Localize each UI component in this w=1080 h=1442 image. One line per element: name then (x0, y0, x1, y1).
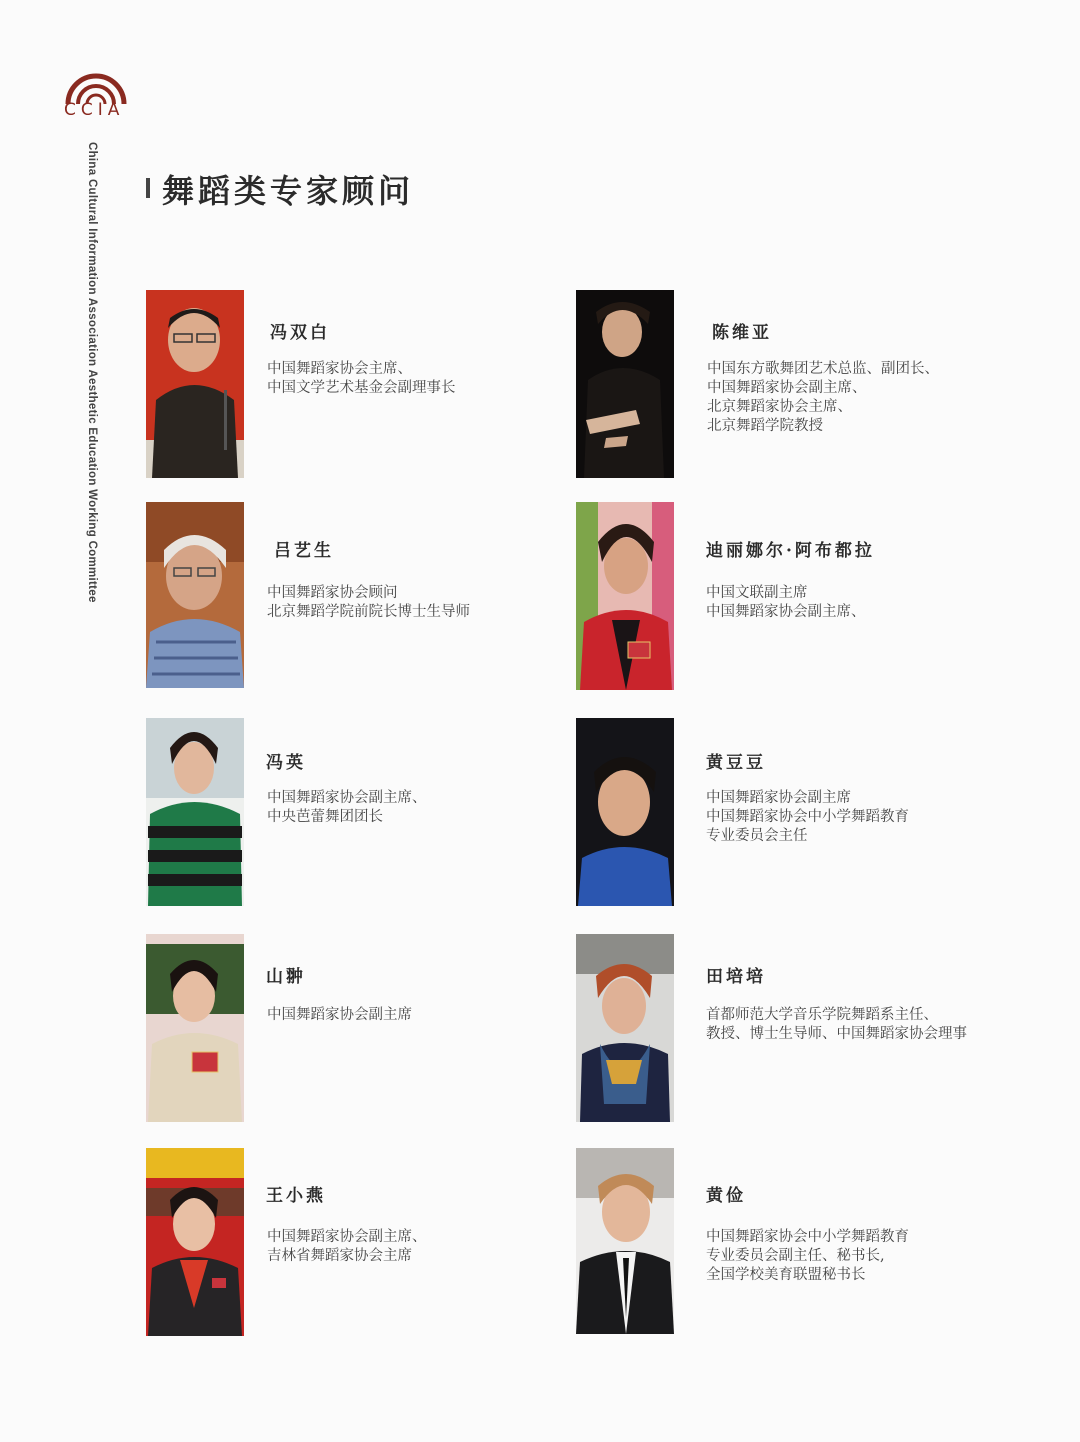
expert-name: 冯双白 (270, 323, 330, 343)
expert-name: 吕艺生 (274, 541, 334, 561)
portrait-photo (576, 1148, 674, 1334)
expert-title-line: 中国舞蹈家协会副主席、 (707, 380, 867, 396)
expert-title-line: 中国舞蹈家协会副主席、 (267, 1229, 427, 1245)
expert-title-line: 专业委员会主任 (706, 828, 808, 844)
expert-name: 田培培 (706, 967, 766, 987)
heading-bar (146, 178, 150, 198)
portrait-photo (146, 502, 244, 688)
side-organization-text: China Cultural Information Association Aesthetic Education Working Committee (86, 142, 98, 603)
expert-title-line: 中国文学艺术基金会副理事长 (267, 380, 456, 396)
page-title: 舞蹈类专家顾问 (162, 172, 415, 210)
expert-title-line: 中国舞蹈家协会副主席、 (267, 790, 427, 806)
expert-title-line: 北京舞蹈学院教授 (707, 418, 823, 434)
portrait-photo (576, 934, 674, 1122)
expert-title-line: 首都师范大学音乐学院舞蹈系主任、 (706, 1007, 938, 1023)
expert-title-line: 全国学校美育联盟秘书长 (706, 1267, 866, 1283)
expert-title-line: 中国舞蹈家协会副主席、 (706, 604, 866, 620)
expert-title-line: 专业委员会副主任、秘书长, (706, 1248, 885, 1264)
expert-name: 王小燕 (266, 1186, 326, 1206)
expert-title-line: 中国舞蹈家协会中小学舞蹈教育 (706, 1229, 909, 1245)
expert-title-line: 中央芭蕾舞团团长 (267, 809, 383, 825)
expert-title-line: 教授、博士生导师、中国舞蹈家协会理事 (706, 1026, 967, 1042)
expert-title-line: 中国东方歌舞团艺术总监、副团长、 (707, 361, 939, 377)
expert-title-line: 吉林省舞蹈家协会主席 (267, 1248, 412, 1264)
expert-title-line: 中国舞蹈家协会副主席 (706, 790, 851, 806)
portrait-photo (146, 290, 244, 478)
expert-title-line: 北京舞蹈家协会主席、 (707, 399, 852, 415)
portrait-photo (146, 934, 244, 1122)
expert-title-line: 中国舞蹈家协会主席、 (267, 361, 412, 377)
logo-text: CCIA (64, 100, 125, 120)
expert-title-line: 北京舞蹈学院前院长博士生导师 (267, 604, 470, 620)
expert-name: 山翀 (266, 967, 306, 987)
portrait-photo (576, 502, 674, 690)
expert-title-line: 中国舞蹈家协会副主席 (267, 1007, 412, 1023)
expert-name: 冯英 (266, 753, 306, 773)
expert-name: 迪丽娜尔·阿布都拉 (706, 541, 875, 561)
portrait-photo (576, 718, 674, 906)
expert-name: 黄俭 (706, 1186, 746, 1206)
expert-title-line: 中国文联副主席 (706, 585, 808, 601)
portrait-photo (146, 718, 244, 906)
expert-name: 黄豆豆 (706, 753, 766, 773)
portrait-photo (576, 290, 674, 478)
expert-title-line: 中国舞蹈家协会顾问 (267, 585, 398, 601)
expert-title-line: 中国舞蹈家协会中小学舞蹈教育 (706, 809, 909, 825)
portrait-photo (146, 1148, 244, 1336)
expert-name: 陈维亚 (712, 323, 772, 343)
